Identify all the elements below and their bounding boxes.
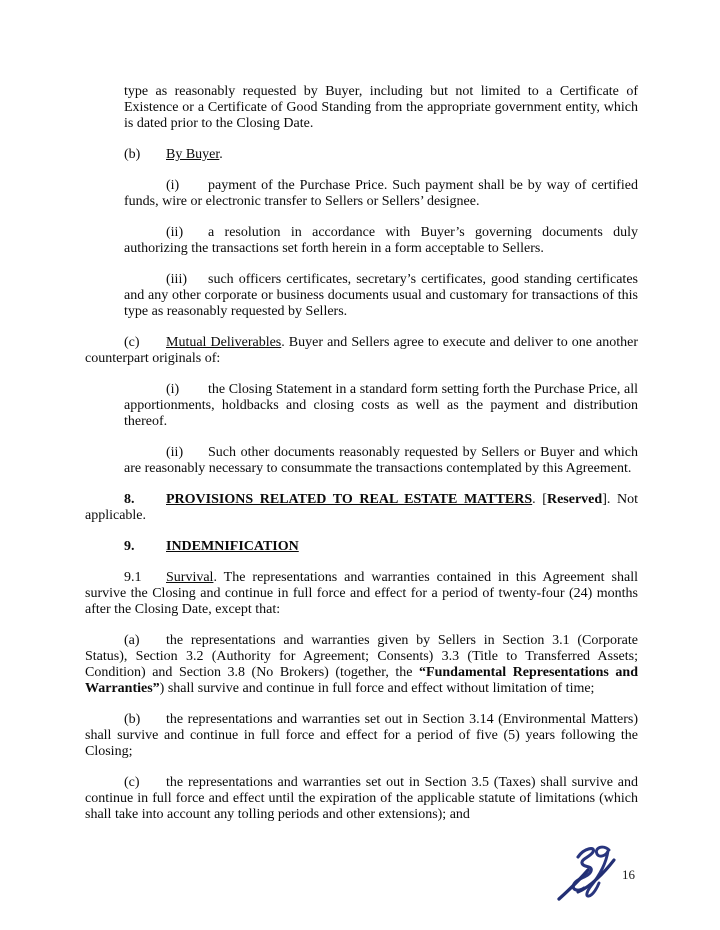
paragraph-marker: (i) — [166, 178, 180, 193]
handwritten-initials-signature — [548, 839, 616, 905]
document-body — [85, 84, 638, 823]
text-run: ) shall survive and continue in full force and effect without limitation of time; — [159, 681, 595, 696]
text-run: such officers certificates, secretary’s certificates, good standing certificates and any other corporate or business documents usual and customary for transactions of this type as reasonably requested by Sellers. — [124, 272, 638, 319]
text-run: type as reasonably requested by Buyer, including but not limited to a Certificate of Existence or a Certificate of Good Standing from the appropriate government entity, which is dated prior to the Closing Date. — [124, 84, 638, 131]
paragraph-marker: (b) — [124, 712, 141, 727]
para-9-1-survival — [85, 570, 638, 618]
item-c-taxes — [85, 775, 638, 823]
paragraph-marker: (ii) — [166, 445, 184, 460]
text-run: the representations and warranties set out in Section 3.14 (Environmental Matters) shall survive and continue in full force and effect for a period of five (5) years following the Closing; — [85, 712, 638, 759]
item-b-environmental-matters — [85, 712, 638, 760]
text-run: Mutual Deliverables — [166, 335, 282, 350]
para-c-mutual-deliverables — [85, 335, 638, 367]
page-number: 16 — [622, 867, 635, 882]
item-ii-resolution — [124, 225, 638, 257]
text-run: . — [219, 147, 223, 162]
text-run: . The representations and warranties contained in this Agreement shall survive the Closing and continue in full force and effect for a period of twenty-four (24) months after the Closing Date, except that: — [85, 570, 638, 617]
text-run: Such other documents reasonably requested by Sellers or Buyer and which are reasonably necessary to consummate the transactions contemplated by this Agreement. — [124, 445, 638, 476]
item-i-payment-purchase-price — [124, 178, 638, 210]
paragraph-marker: (i) — [166, 382, 180, 397]
paragraph-marker: (ii) — [166, 225, 184, 240]
paragraph-marker: (a) — [124, 633, 140, 648]
text-run: . [ — [532, 492, 547, 507]
para-b-by-buyer — [85, 147, 638, 163]
paragraph-marker: (c) — [124, 775, 140, 790]
text-run: PROVISIONS RELATED TO REAL ESTATE MATTERS — [166, 492, 533, 507]
item-iii-officers-certificates — [124, 272, 638, 320]
paragraph-marker: (iii) — [166, 272, 187, 287]
text-run: . Buyer and Sellers agree to execute and deliver to one another counterpart originals of: — [85, 335, 639, 366]
text-run: ]. Not applicable. — [85, 492, 638, 523]
text-run: “Fundamental Representations and Warranties” — [85, 665, 638, 696]
item-i-closing-statement — [124, 382, 638, 430]
paragraph-marker: (b) — [124, 147, 141, 162]
item-a-fundamental-reps — [85, 633, 638, 697]
text-run: the representations and warranties set out in Section 3.5 (Taxes) shall survive and continue in full force and effect until the expiration of the applicable statute of limitations (which shall take into account any tolling periods and other extensions); and — [85, 775, 638, 822]
text-run: the representations and warranties given by Sellers in Section 3.1 (Corporate Status), Section 3.2 (Authority for Agreement; Consents) 3.3 (Title to Transferred Assets; Condition) and Section 3.8 (No Brokers) (together, the — [85, 633, 638, 680]
text-run: INDEMNIFICATION — [166, 539, 299, 554]
section-8-heading — [85, 492, 638, 524]
text-run: By Buyer — [166, 147, 220, 162]
section-9-heading — [85, 539, 638, 555]
text-run: payment of the Purchase Price. Such payment shall be by way of certified funds, wire or electronic transfer to Sellers or Sellers’ designee. — [124, 178, 638, 209]
paragraph-marker: (c) — [124, 335, 140, 350]
text-run: the Closing Statement in a standard form setting forth the Purchase Price, all apportionments, holdbacks and closing costs as well as the payment and distribution thereof. — [124, 382, 638, 429]
text-run: Reserved — [546, 492, 603, 507]
paragraph-marker: 9.1 — [124, 570, 142, 585]
para-continuation-certificates — [124, 84, 638, 132]
paragraph-marker: 8. — [124, 492, 135, 507]
text-run: Survival — [166, 570, 214, 585]
item-ii-other-documents — [124, 445, 638, 477]
text-run: a resolution in accordance with Buyer’s governing documents duly authorizing the transactions set forth herein in a form acceptable to Sellers. — [124, 225, 638, 256]
paragraph-marker: 9. — [124, 539, 135, 554]
